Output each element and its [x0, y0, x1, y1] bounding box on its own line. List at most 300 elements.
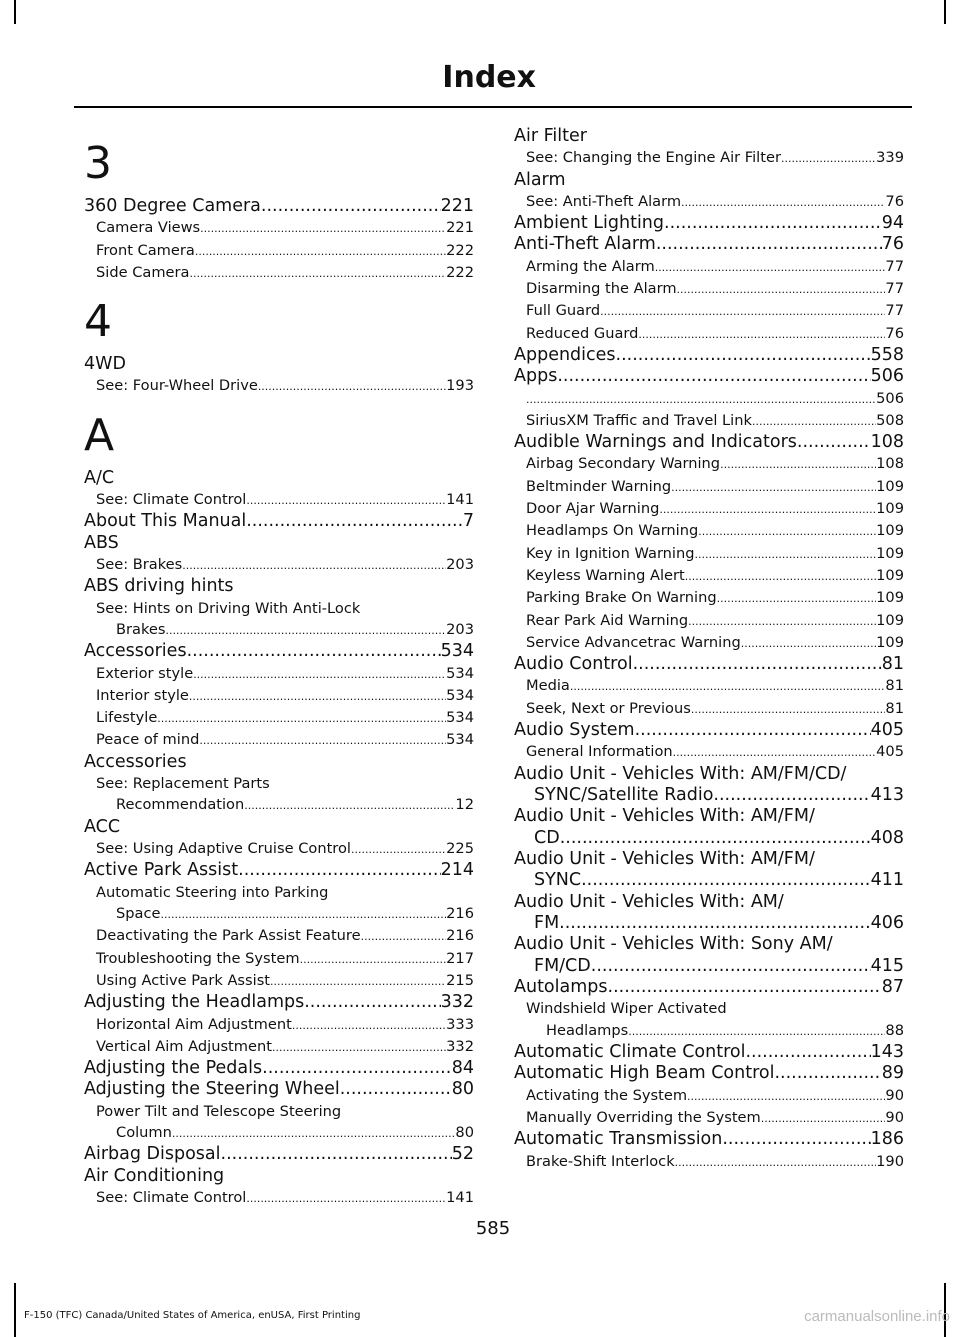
- dot-leader: [741, 633, 876, 654]
- entry-label: See: Replacement Parts: [96, 775, 270, 793]
- index-subentry: [84, 1101, 474, 1145]
- index-entry: [84, 1079, 474, 1100]
- entry-page-number: 203: [446, 620, 474, 638]
- index-subentry: [84, 217, 474, 239]
- entry-label: Seek, Next or Previous: [526, 699, 691, 717]
- dot-leader: [681, 192, 885, 213]
- index-entry: [514, 170, 904, 191]
- index-entry: [514, 764, 904, 807]
- entry-page-number: 332: [446, 1037, 474, 1055]
- dot-leader: [581, 870, 870, 891]
- index-subentry: [84, 729, 474, 751]
- index-letter-heading: A: [84, 409, 115, 461]
- dot-leader: [685, 566, 876, 587]
- index-subentry: [84, 773, 474, 817]
- entry-page-number: 109: [876, 544, 904, 562]
- entry-label: Brake-Shift Interlock: [526, 1152, 675, 1170]
- entry-continuation-row: [526, 1020, 904, 1042]
- entry-label: Autolamps: [514, 977, 608, 998]
- entry-label: General Information: [526, 743, 673, 761]
- dot-leader: [221, 1144, 452, 1165]
- dot-leader: [351, 839, 446, 860]
- index-subentry: [84, 262, 474, 284]
- dot-leader: [189, 263, 446, 284]
- entry-page-number: 413: [870, 784, 904, 805]
- dot-leader: [246, 1188, 446, 1209]
- dot-leader: [200, 218, 446, 239]
- index-subentry: [514, 323, 904, 345]
- index-entry: [514, 345, 904, 366]
- index-subentry: [514, 256, 904, 278]
- entry-label: See: Changing the Engine Air Filter: [526, 149, 781, 167]
- entry-page-number: 222: [446, 241, 474, 259]
- entry-page-number: 12: [455, 796, 474, 814]
- entry-page-number: 221: [440, 196, 474, 216]
- dot-leader: [160, 904, 446, 925]
- dot-leader: [261, 196, 441, 217]
- dot-leader: [713, 785, 870, 806]
- entry-label: See: Using Adaptive Cruise Control: [96, 840, 351, 858]
- entry-label: Front Camera: [96, 241, 195, 259]
- entry-label-continued: Brakes: [116, 620, 166, 638]
- watermark: carmanualsonline.info: [804, 1308, 950, 1325]
- entry-page-number: 333: [446, 1015, 474, 1033]
- entry-label: Anti-Theft Alarm: [514, 234, 656, 255]
- dot-leader: [656, 234, 882, 255]
- index-entry: [84, 1144, 474, 1165]
- entry-label: Automatic Steering into Parking: [96, 883, 329, 901]
- entry-page-number: 534: [446, 686, 474, 704]
- entry-page-number: 109: [876, 477, 904, 495]
- dot-leader: [687, 1086, 885, 1107]
- dot-leader: [292, 1015, 446, 1036]
- entry-page-number: 108: [870, 432, 904, 453]
- entry-label: Airbag Disposal: [84, 1144, 221, 1165]
- entry-page-number: 76: [885, 324, 904, 342]
- entry-label: Apps: [514, 366, 558, 387]
- index-entry: [514, 977, 904, 998]
- index-entry: [84, 817, 474, 838]
- entry-label: Deactivating the Park Assist Feature: [96, 927, 361, 945]
- crop-mark: [944, 0, 946, 24]
- dot-leader: [717, 588, 877, 609]
- index-column-right: [514, 126, 904, 1173]
- dot-leader: [270, 971, 446, 992]
- entry-page-number: 80: [451, 1079, 474, 1100]
- entry-label-continued: SYNC: [534, 870, 582, 891]
- index-entry: [514, 213, 904, 234]
- entry-label: Automatic Transmission: [514, 1129, 723, 1150]
- entry-label: Automatic High Beam Control: [514, 1063, 775, 1084]
- entry-label: Automatic Climate Control: [514, 1042, 746, 1063]
- entry-label: Appendices: [514, 344, 616, 365]
- entry-page-number: 141: [446, 1189, 474, 1207]
- header-divider: [74, 106, 912, 108]
- index-subentry: [514, 476, 904, 498]
- dot-leader: [244, 795, 455, 816]
- dot-leader: [616, 345, 871, 366]
- dot-leader: [570, 676, 886, 697]
- entry-page-number: 109: [876, 500, 904, 518]
- dot-leader: [361, 926, 447, 947]
- index-subentry: [514, 675, 904, 697]
- entry-label: Power Tilt and Telescope Steering: [96, 1102, 342, 1120]
- dot-leader: [304, 992, 440, 1013]
- dot-leader: [187, 641, 441, 662]
- entry-page-number: 534: [440, 641, 474, 662]
- entry-label: Active Park Assist: [84, 860, 239, 881]
- index-subentry: [514, 300, 904, 322]
- crop-mark: [14, 0, 16, 24]
- index-entry: [514, 126, 904, 147]
- dot-leader: [761, 1108, 886, 1129]
- entry-label: Interior style: [96, 686, 189, 704]
- dot-leader: [698, 521, 876, 542]
- entry-page-number: 405: [870, 720, 904, 741]
- entry-label: See: Hints on Driving With Anti-Lock: [96, 599, 361, 617]
- entry-page-number: 108: [876, 455, 904, 473]
- dot-leader: [262, 1058, 452, 1079]
- entry-page-number: 534: [446, 731, 474, 749]
- index-letter-heading: 4: [84, 296, 112, 348]
- dot-leader: [797, 432, 871, 453]
- index-subentry: [514, 565, 904, 587]
- entry-label-continued: FM: [534, 913, 560, 934]
- entry-label-continued: Space: [116, 904, 161, 922]
- entry-page-number: 534: [446, 709, 474, 727]
- dot-leader: [695, 544, 877, 565]
- dot-leader: [300, 949, 447, 970]
- entry-label: ACC: [84, 816, 121, 837]
- dot-leader: [752, 411, 876, 432]
- index-subentry: [84, 554, 474, 576]
- dot-leader: [591, 956, 871, 977]
- entry-label: Side Camera: [96, 263, 190, 281]
- entry-page-number: 534: [446, 664, 474, 682]
- entry-page-number: 80: [455, 1124, 474, 1142]
- entry-label: Camera Views: [96, 219, 201, 237]
- index-entry: [514, 234, 904, 255]
- entry-page-number: 339: [876, 149, 904, 167]
- entry-page-number: 190: [876, 1152, 904, 1170]
- entry-continuation-row: [514, 913, 904, 934]
- entry-label: Vertical Aim Adjustment: [96, 1037, 272, 1055]
- dot-leader: [745, 1042, 870, 1063]
- entry-label: Ambient Lighting: [514, 213, 665, 234]
- entry-page-number: 215: [446, 971, 474, 989]
- dot-leader: [659, 499, 876, 520]
- index-subentry: [514, 610, 904, 632]
- index-entry: [84, 533, 474, 554]
- entry-page-number: 143: [870, 1042, 904, 1063]
- index-entry: [514, 892, 904, 935]
- entry-label: Airbag Secondary Warning: [526, 455, 721, 473]
- entry-page-number: 214: [440, 860, 474, 881]
- dot-leader: [272, 1037, 446, 1058]
- index-letter-heading: 3: [84, 138, 112, 189]
- entry-label-continued: Recommendation: [116, 796, 245, 814]
- entry-label: See: Anti-Theft Alarm: [526, 192, 682, 210]
- entry-label: Accessories: [84, 751, 187, 772]
- entry-page-number: 506: [870, 366, 904, 387]
- dot-leader: [560, 828, 871, 849]
- entry-label: A/C: [84, 467, 115, 488]
- entry-page-number: 506: [876, 389, 904, 407]
- index-entry: [84, 354, 474, 375]
- index-subentry: [84, 1036, 474, 1058]
- entry-page-number: 94: [881, 213, 904, 234]
- index-entry: [514, 432, 904, 453]
- dot-leader: [671, 477, 876, 498]
- entry-continuation-row: [514, 828, 904, 849]
- index-entry: [514, 1129, 904, 1150]
- entry-page-number: 109: [876, 633, 904, 651]
- index-subentry: [84, 685, 474, 707]
- entry-page-number: 77: [885, 257, 904, 275]
- entry-page-number: 558: [870, 344, 904, 365]
- entry-label: Media: [526, 677, 570, 695]
- entry-page-number: 90: [885, 1109, 904, 1127]
- index-entry: [84, 752, 474, 773]
- index-entry: [84, 992, 474, 1013]
- entry-label: Manually Overriding the System: [526, 1109, 761, 1127]
- entry-label: Windshield Wiper Activated: [526, 1000, 727, 1018]
- index-subentry: [514, 1151, 904, 1173]
- entry-label: Horizontal Aim Adjustment: [96, 1015, 292, 1033]
- entry-page-number: 90: [885, 1086, 904, 1104]
- entry-page-number: 7: [462, 511, 474, 532]
- index-subentry: [84, 948, 474, 970]
- dot-leader: [195, 241, 446, 262]
- dot-leader: [246, 490, 446, 511]
- dot-leader: [638, 324, 885, 345]
- dot-leader: [172, 1123, 456, 1144]
- entry-page-number: 109: [876, 566, 904, 584]
- index-column-left: [84, 126, 474, 1209]
- index-subentry: [84, 1014, 474, 1036]
- index-subentry: [514, 410, 904, 432]
- index-entry: [514, 1063, 904, 1084]
- entry-label: Adjusting the Headlamps: [84, 992, 305, 1013]
- dot-leader: [677, 279, 886, 300]
- entry-label: See: Brakes: [96, 555, 183, 573]
- dot-leader: [655, 257, 886, 278]
- entry-label: Disarming the Alarm: [526, 280, 677, 298]
- entry-label: Alarm: [514, 169, 566, 190]
- entry-label: ABS: [84, 532, 119, 553]
- entry-page-number: 217: [446, 949, 474, 967]
- entry-page-number: 109: [876, 611, 904, 629]
- index-entry: [514, 849, 904, 892]
- entry-continuation-row: [96, 903, 474, 925]
- entry-label: Audio Unit - Vehicles With: AM/FM/: [514, 849, 815, 870]
- entry-page-number: 222: [446, 263, 474, 281]
- entry-page-number: 109: [876, 589, 904, 607]
- index-entry: [514, 366, 904, 387]
- entry-label: 4WD: [84, 354, 126, 375]
- dot-leader: [664, 213, 882, 234]
- index-entry: [84, 1166, 474, 1187]
- entry-label: Audio Unit - Vehicles With: Sony AM/: [514, 934, 833, 955]
- dot-leader: [691, 699, 886, 720]
- dot-leader: [720, 454, 876, 475]
- entry-page-number: 87: [881, 977, 904, 998]
- index-subentry: [84, 882, 474, 926]
- index-subentry: [514, 278, 904, 300]
- entry-page-number: 405: [876, 743, 904, 761]
- entry-label: Beltminder Warning: [526, 477, 672, 495]
- index-subentry: [84, 240, 474, 262]
- entry-page-number: 203: [446, 555, 474, 573]
- dot-leader: [628, 1021, 885, 1042]
- index-subentry: [514, 587, 904, 609]
- index-subentry: [84, 707, 474, 729]
- index-subentry: [84, 925, 474, 947]
- dot-leader: [673, 742, 877, 763]
- dot-leader: [633, 654, 882, 675]
- entry-label: Exterior style: [96, 664, 194, 682]
- entry-label: Adjusting the Steering Wheel: [84, 1079, 340, 1100]
- entry-label: Arming the Alarm: [526, 257, 655, 275]
- entry-label: 360 Degree Camera: [84, 196, 261, 216]
- index-subentry: [514, 632, 904, 654]
- index-entry: [84, 468, 474, 489]
- index-entry: [514, 1042, 904, 1063]
- dot-leader: [193, 664, 446, 685]
- entry-page-number: 508: [876, 411, 904, 429]
- crop-mark: [14, 1283, 16, 1337]
- entry-label: Peace of mind: [96, 731, 200, 749]
- index-subentry: [84, 663, 474, 685]
- entry-label: Air Conditioning: [84, 1165, 225, 1186]
- entry-label: Audio Unit - Vehicles With: AM/FM/: [514, 806, 815, 827]
- index-entry: [84, 576, 474, 597]
- entry-label: Air Filter: [514, 126, 587, 146]
- index-subentry: [514, 698, 904, 720]
- index-subentry: [514, 543, 904, 565]
- dot-leader: [781, 148, 876, 169]
- index-subentry: [514, 498, 904, 520]
- dot-leader: [238, 860, 440, 881]
- entry-page-number: 76: [881, 234, 904, 255]
- entry-label: Service Advancetrac Warning: [526, 633, 741, 651]
- dot-leader: [246, 511, 463, 532]
- dot-leader: [340, 1079, 452, 1100]
- entry-label: Audio Control: [514, 654, 633, 675]
- dot-leader: [688, 611, 876, 632]
- entry-label-continued: Column: [116, 1124, 172, 1142]
- index-subentry: [84, 598, 474, 642]
- entry-label: Headlamps On Warning: [526, 522, 699, 540]
- dot-leader: [608, 977, 882, 998]
- entry-page-number: 52: [451, 1144, 474, 1165]
- entry-label: About This Manual: [84, 511, 247, 532]
- index-entry: [514, 806, 904, 849]
- entry-continuation-row: [514, 870, 904, 891]
- entry-page-number: 84: [451, 1058, 474, 1079]
- entry-label: Accessories: [84, 641, 187, 662]
- entry-label: Using Active Park Assist: [96, 971, 271, 989]
- index-entry: [514, 934, 904, 977]
- dot-leader: [526, 389, 876, 410]
- entry-label: Audio System: [514, 720, 635, 741]
- entry-label: Door Ajar Warning: [526, 500, 660, 518]
- index-subentry: [514, 1085, 904, 1107]
- entry-continuation-row: [514, 956, 904, 977]
- footer-text: F-150 (TFC) Canada/United States of America, enUSA, First Printing: [24, 1310, 361, 1321]
- entry-page-number: 88: [885, 1021, 904, 1039]
- index-entry: [514, 720, 904, 741]
- entry-page-number: 81: [885, 677, 904, 695]
- entry-page-number: 216: [446, 904, 474, 922]
- entry-continuation-row: [96, 619, 474, 641]
- entry-page-number: 109: [876, 522, 904, 540]
- entry-label: Rear Park Aid Warning: [526, 611, 689, 629]
- entry-page-number: 186: [870, 1129, 904, 1150]
- entry-page-number: 225: [446, 840, 474, 858]
- entry-page-number: 216: [446, 927, 474, 945]
- index-entry: [84, 1058, 474, 1079]
- index-subentry: [84, 1187, 474, 1209]
- dot-leader: [600, 301, 885, 322]
- dot-leader: [182, 555, 446, 576]
- dot-leader: [635, 720, 871, 741]
- dot-leader: [258, 376, 446, 397]
- entry-page-number: 89: [881, 1063, 904, 1084]
- page-number: 585: [475, 1218, 511, 1239]
- index-entry: [514, 654, 904, 675]
- entry-label: See: Climate Control: [96, 491, 247, 509]
- entry-label: Audio Unit - Vehicles With: AM/FM/CD/: [514, 763, 847, 784]
- entry-label-continued: SYNC/Satellite Radio: [534, 784, 714, 805]
- entry-label: See: Climate Control: [96, 1189, 247, 1207]
- entry-label: Key in Ignition Warning: [526, 544, 695, 562]
- entry-page-number: 193: [446, 377, 474, 395]
- index-subentry: [84, 838, 474, 860]
- entry-page-number: 332: [440, 992, 474, 1013]
- index-subentry: [514, 1107, 904, 1129]
- entry-label: Audible Warnings and Indicators: [514, 432, 797, 453]
- entry-page-number: 81: [881, 654, 904, 675]
- entry-label-continued: Headlamps: [546, 1021, 629, 1039]
- index-subentry: [514, 388, 904, 410]
- entry-page-number: 221: [446, 219, 474, 237]
- entry-label-continued: FM/CD: [534, 955, 591, 976]
- entry-page-number: 77: [885, 302, 904, 320]
- entry-page-number: 81: [885, 699, 904, 717]
- dot-leader: [774, 1063, 881, 1084]
- index-entry: [84, 196, 474, 217]
- dot-leader: [199, 730, 446, 751]
- entry-label: Lifestyle: [96, 709, 158, 727]
- entry-label: Full Guard: [526, 302, 601, 320]
- index-entry: [84, 511, 474, 532]
- entry-label: Parking Brake On Warning: [526, 589, 717, 607]
- dot-leader: [165, 620, 446, 641]
- entry-label: Reduced Guard: [526, 324, 639, 342]
- index-subentry: [514, 741, 904, 763]
- entry-page-number: 411: [870, 870, 904, 891]
- dot-leader: [559, 913, 870, 934]
- dot-leader: [675, 1152, 876, 1173]
- entry-label: Troubleshooting the System: [96, 949, 300, 967]
- entry-label: See: Four-Wheel Drive: [96, 377, 258, 395]
- entry-page-number: 77: [885, 280, 904, 298]
- entry-label-continued: CD: [534, 827, 560, 848]
- index-entry: [84, 641, 474, 662]
- entry-page-number: 415: [870, 955, 904, 976]
- entry-page-number: 406: [870, 913, 904, 934]
